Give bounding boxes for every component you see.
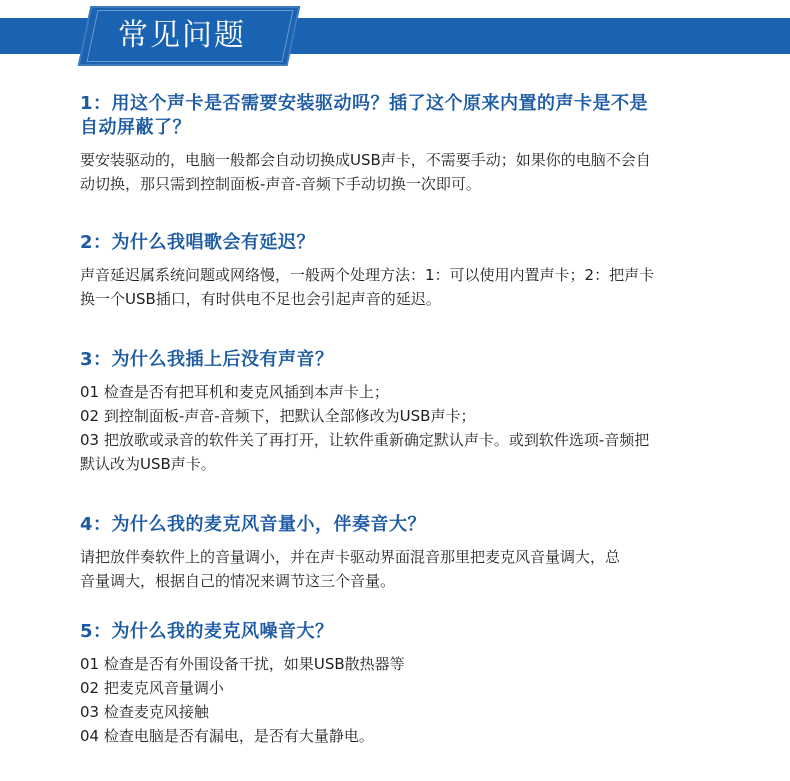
faq-question (80, 513, 740, 537)
answer-line: 03 把放歌或录音的软件关了再打开，让软件重新确定默认声卡。或到软件选项-音频把 (80, 431, 650, 449)
faq-question (80, 231, 740, 255)
question-line: 3：为什么我插上后没有声音？ (80, 349, 334, 370)
answer-line: 请把放伴奏软件上的音量调小，并在声卡驱动界面混音那里把麦克风音量调大，总 (80, 548, 621, 566)
page-title: 常见问题 (118, 18, 246, 53)
faq-question (80, 620, 740, 644)
faq-answer (80, 380, 740, 476)
answer-line: 音量调大，根据自己的情况来调节这三个音量。 (80, 572, 396, 590)
question-line: 1：用这个声卡是否需要安装驱动吗？插了这个原来内置的声卡是不是 (80, 93, 649, 114)
faq-item-3 (80, 348, 740, 476)
answer-line: 要安装驱动的，电脑一般都会自动切换成USB声卡，不需要手动；如果你的电脑不会自 (80, 151, 651, 169)
answer-line: 04 检查电脑是否有漏电，是否有大量静电。 (80, 727, 374, 745)
faq-answer (80, 545, 740, 593)
answer-line: 02 把麦克风音量调小 (80, 679, 224, 697)
faq-answer (80, 263, 740, 311)
answer-line: 02 到控制面板-声音-音频下，把默认全部修改为USB声卡； (80, 407, 476, 425)
answer-line: 01 检查是否有外围设备干扰，如果USB散热器等 (80, 655, 405, 673)
faq-answer (80, 652, 740, 748)
faq-item-2 (80, 231, 740, 311)
faq-item-1 (80, 92, 740, 196)
question-line: 4：为什么我的麦克风音量小，伴奏音大？ (80, 514, 427, 535)
question-line: 自动屏蔽了？ (80, 117, 191, 138)
faq-question (80, 92, 740, 140)
faq-item-4 (80, 513, 740, 593)
faq-answer (80, 148, 740, 196)
answer-line: 动切换，那只需到控制面板-声音-音频下手动切换一次即可。 (80, 175, 481, 193)
question-line: 2：为什么我唱歌会有延迟？ (80, 232, 316, 253)
faq-item-5 (80, 620, 740, 748)
answer-line: 01 检查是否有把耳机和麦克风插到本声卡上； (80, 383, 389, 401)
answer-line: 换一个USB插口，有时供电不足也会引起声音的延迟。 (80, 290, 441, 308)
answer-line: 03 检查麦克风接触 (80, 703, 209, 721)
question-line: 5：为什么我的麦克风噪音大？ (80, 621, 334, 642)
faq-question (80, 348, 740, 372)
answer-line: 默认改为USB声卡。 (80, 455, 216, 473)
answer-line: 声音延迟属系统问题或网络慢，一般两个处理方法：1：可以使用内置声卡；2：把声卡 (80, 266, 655, 284)
